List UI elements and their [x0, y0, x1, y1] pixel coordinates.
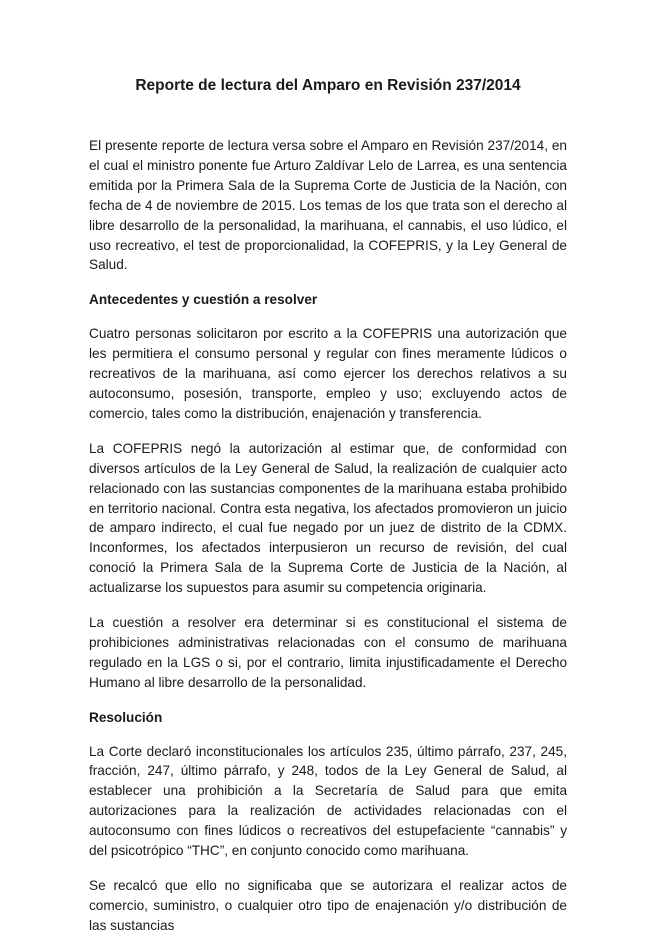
background-paragraph-2: La COFEPRIS negó la autorización al estimar que, de conformidad con diversos artículos de la Ley General de Salud, la realización de cualquier acto relacionado con las sustancias componentes de la marihuana estaba prohibido en territorio nacional. Contra esta negativa, los afectados promovieron un juicio de amparo indirecto, el cual fue negado por un juez de distrito de la CDMX. Inconformes, los afectados interpusieron un recurso de revisión, del cual conoció la Primera Sala de la Suprema Corte de Justicia de la Nación, al actualizarse los supuestos para asumir su competencia originaria. — [89, 440, 567, 596]
resolution-paragraph-2: Se recalcó que ello no significaba que se autorizara el realizar actos de comercio, suministro, o cualquier otro tipo de enajenación y/o distribución de las sustancias — [89, 878, 567, 933]
document-body — [89, 76, 567, 951]
section-heading-resolution: Resolución — [89, 709, 163, 725]
background-paragraph-1: Cuatro personas solicitaron por escrito a la COFEPRIS una autorización que les permitiera el consumo personal y regular con fines meramente lúdicos o recreativos de la marihuana, así como ejercer los derechos relativos a su autoconsumo, posesión, transporte, empleo y uso; excluyendo actos de comercio, tales como la distribución, enajenación y transferencia. — [89, 326, 567, 421]
intro-paragraph: El presente reporte de lectura versa sobre el Amparo en Revisión 237/2014, en el cual el ministro ponente fue Arturo Zaldívar Lelo de Larrea, es una sentencia emitida por la Primera Sala de la Suprema Corte de Justicia de la Nación, con fecha de 4 de noviembre de 2015. Los temas de los que trata son el derecho al libre desarrollo de la personalidad, la marihuana, el cannabis, el uso lúdico, el uso recreativo, el test de proporcionalidad, la COFEPRIS, y la Ley General de Salud. — [89, 138, 567, 273]
background-paragraph-3: La cuestión a resolver era determinar si es constitucional el sistema de prohibiciones administrativas relacionadas con el consumo de marihuana regulado en la LGS o si, por el contrario, limita injustificadamente el Derecho Humano al libre desarrollo de la personalidad. — [89, 615, 567, 690]
resolution-paragraph-1: La Corte declaró inconstitucionales los artículos 235, último párrafo, 237, 245, fracción, 247, último párrafo, y 248, todos de la Ley General de Salud, al establecer una prohibición a la Secretaría de Salud para que emita autorizaciones para la realización de actividades relacionadas con el autoconsumo con fines lúdicos o recreativos del estupefaciente “cannabis” y del psicotrópico “THC”, en conjunto conocido como marihuana. — [89, 743, 567, 859]
section-heading-background: Antecedentes y cuestión a resolver — [89, 292, 318, 308]
document-title: Reporte de lectura del Amparo en Revisión 237/2014 — [135, 77, 521, 94]
